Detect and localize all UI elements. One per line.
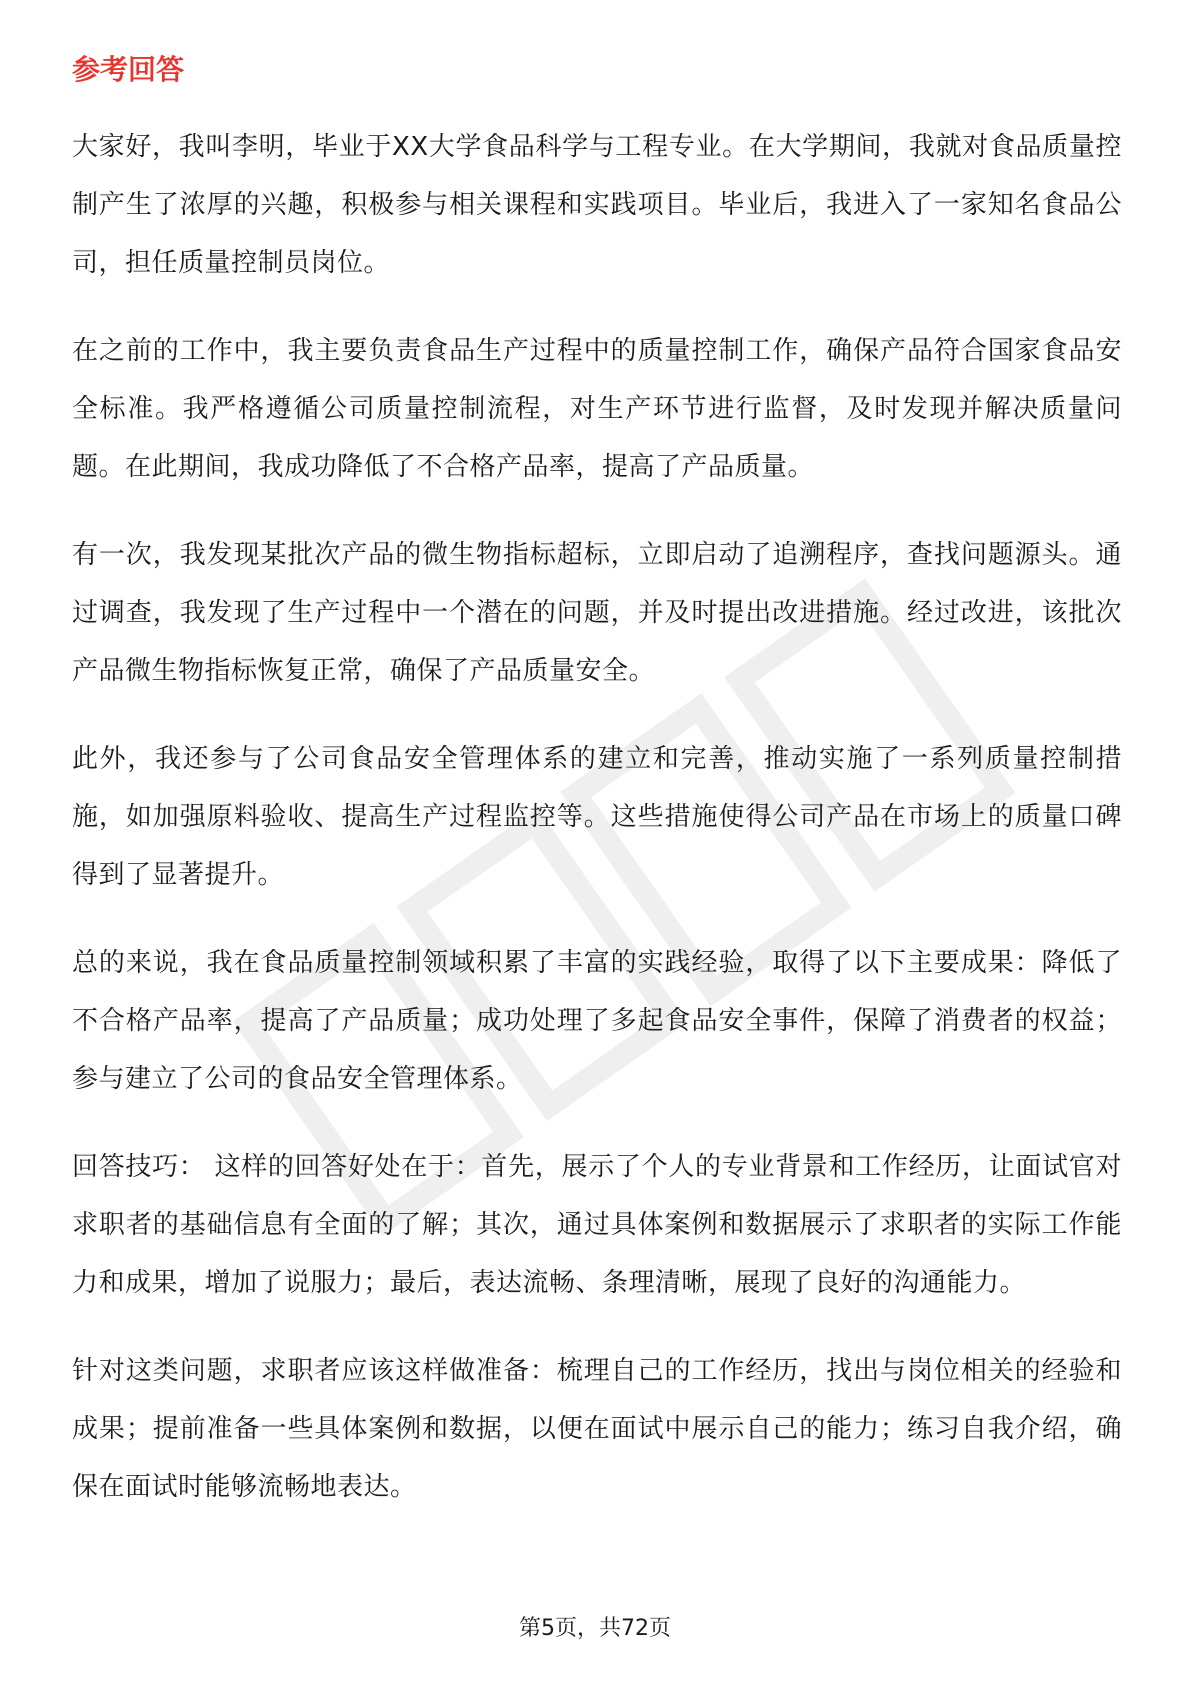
paragraph-summary: 总的来说，我在食品质量控制领域积累了丰富的实践经验，取得了以下主要成果：降低了不合格产品率，提高了产品质量；成功处理了多起食品安全事件，保障了消费者的权益；参与建立了公司的食品安全管理体系。 [72,948,1122,1094]
paragraph-management-system: 此外，我还参与了公司食品安全管理体系的建立和完善，推动实施了一系列质量控制措施，如加强原料验收、提高生产过程监控等。这些措施使得公司产品在市场上的质量口碑得到了显著提升。 [72,744,1122,890]
paragraph-preparation: 针对这类问题，求职者应该这样做准备：梳理自己的工作经历，找出与岗位相关的经验和成果；提前准备一些具体案例和数据，以便在面试中展示自己的能力；练习自我介绍，确保在面试时能够流畅地表达。 [72,1356,1122,1502]
section-title: 参考回答 [72,53,185,86]
paragraph-case-study: 有一次，我发现某批次产品的微生物指标超标，立即启动了追溯程序，查找问题源头。通过调查，我发现了生产过程中一个潜在的问题，并及时提出改进措施。经过改进，该批次产品微生物指标恢复正常，确保了产品质量安全。 [72,540,1122,686]
paragraph-work-experience: 在之前的工作中，我主要负责食品生产过程中的质量控制工作，确保产品符合国家食品安全标准。我严格遵循公司质量控制流程，对生产环节进行监督，及时发现并解决质量问题。在此期间，我成功降低了不合格产品率，提高了产品质量。 [72,336,1122,482]
paragraph-answer-tips: 回答技巧： 这样的回答好处在于：首先，展示了个人的专业背景和工作经历，让面试官对求职者的基础信息有全面的了解；其次，通过具体案例和数据展示了求职者的实际工作能力和成果，增加了说服力；最后，表达流畅、条理清晰，展现了良好的沟通能力。 [72,1152,1122,1298]
answer-content [72,118,1122,1546]
paragraph-intro: 大家好，我叫李明，毕业于XX大学食品科学与工程专业。在大学期间，我就对食品质量控制产生了浓厚的兴趣，积极参与相关课程和实践项目。毕业后，我进入了一家知名食品公司，担任质量控制员岗位。 [72,132,1122,278]
page-number: 第5页，共72页 [519,1616,671,1641]
